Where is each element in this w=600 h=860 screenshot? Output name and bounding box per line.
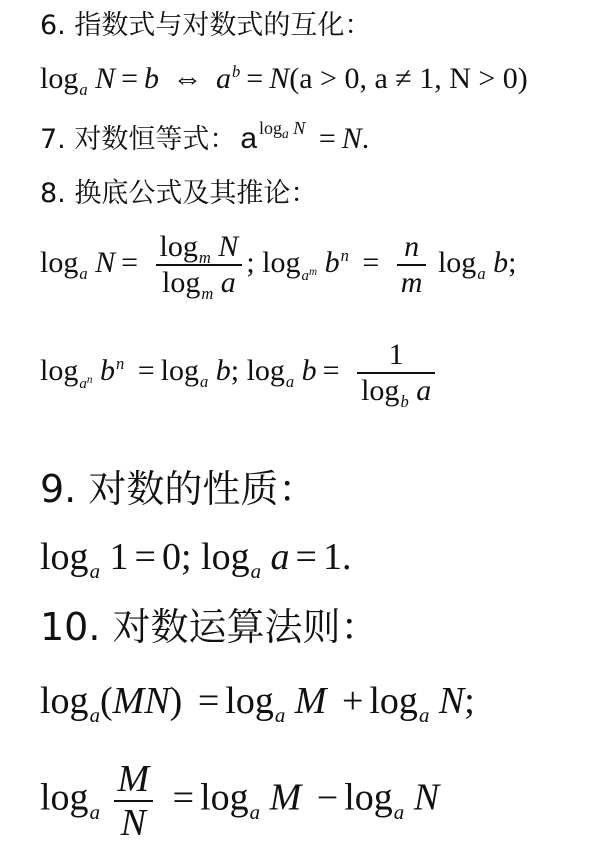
formula-log-properties: $\log_a 1 = 0$; $\log_a a = 1$. [40,536,352,584]
fraction-m-over-n: $\frac{M}{N}$ [114,760,154,842]
formula-log-product: $\log_a(MN) = \log_a M + \log_a N$; [40,680,475,728]
section-8-title: 8. 换底公式及其推论： [40,178,318,209]
section-9-title: 9. 对数的性质： [40,467,317,511]
formula-exp-log-conversion: $\log_a N = b$ ⇔ $a^b = N(a > 0$, a ≠ 1, N > 0) [40,62,528,100]
section-7-row [40,117,370,155]
section-10-title: 10. 对数运算法则： [40,605,379,649]
formula-change-of-base: $\log_a N$ = $\frac{\log_m N}{\log_m a}$ ; $\log_{a^m} b^n$ = $\frac{n}{m}$ $\log_a b$; [40,230,517,304]
formula-log-quotient: $\log_a$ $\frac{M}{N}$ = $\log_a M - \log_a N$ [40,758,440,844]
formula-log-identity: a $^{log_a N}$ = N. [240,117,370,155]
fraction-reciprocal: $\frac{1}{\log_b a}$ [357,340,435,406]
iff-symbol: ⇔ [172,62,203,95]
section-6-title: 6. 指数式与对数式的互化： [40,10,372,41]
section-7-title: 7. 对数恒等式： [40,124,237,155]
fraction-change-base: $\frac{\log_m N}{\log_m a}$ [156,232,243,298]
fraction-n-over-m: $\frac{n}{m}$ [397,232,427,298]
formula-change-of-base-corollary: $\log_{a^n} b^n = \log_a b$; $\log_a b$ = $\frac{1}{\log_b a}$ [40,340,439,406]
condition-text: (a > 0, a ≠ 1, N > 0) [289,62,528,95]
log-text: log [40,62,79,95]
